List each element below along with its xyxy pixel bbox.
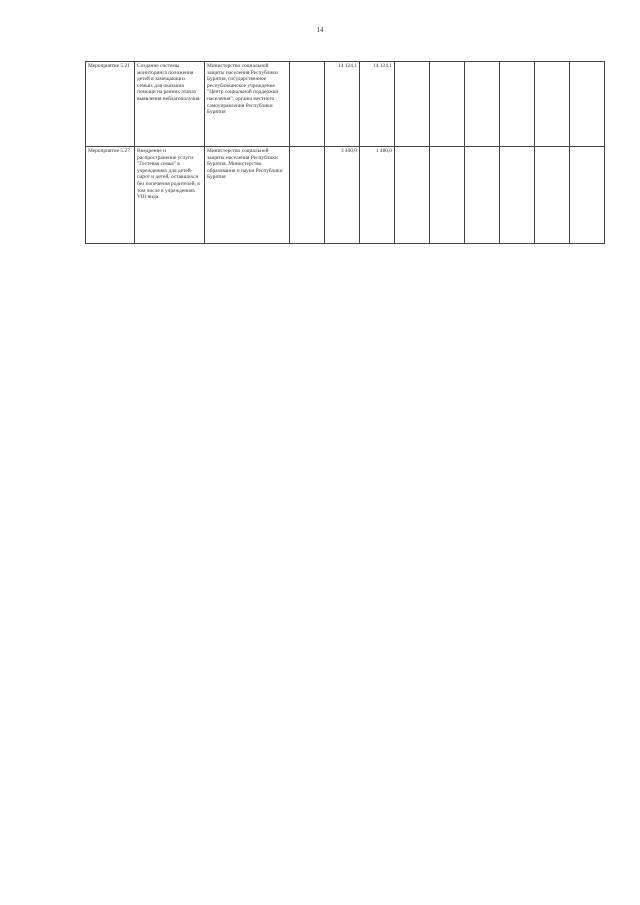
value-cell [500, 147, 535, 244]
value-cell [570, 147, 605, 244]
value-cell [570, 62, 605, 147]
value-cell [290, 62, 325, 147]
measure-cell: Мероприятие 5.27 [86, 147, 135, 244]
table-row [86, 147, 605, 244]
description-cell: Создание системы мониторинга положения детей в замещающих семьях для оказания помощи на ранних этапах выявления неблагополучия [135, 62, 205, 147]
page-number: 14 [316, 26, 324, 34]
value-cell [290, 147, 325, 244]
value-cell: 14 124,1 [360, 62, 395, 147]
value-cell: 1 480,0 [360, 147, 395, 244]
executors-cell: Министерство социальной защиты населения Республики Бурятия, Министерство образования и науки Республики Бурятия [205, 147, 290, 244]
value-cell [500, 62, 535, 147]
table-row [86, 62, 605, 147]
measures-table [85, 61, 605, 244]
executors-cell: Министерство социальной защиты населения Республики Бурятия, государственное республиканское учреждение "Центр социальной поддержки населения", органы местного самоуправления Республики Бурятия [205, 62, 290, 147]
value-cell [395, 62, 430, 147]
value-cell [465, 62, 500, 147]
measure-cell: Мероприятие 5.21 [86, 62, 135, 147]
description-cell: Внедрение и распространение услуги "Гостевая семья" в учреждениях для детей-сирот и детей, оставшихся без попечения родителей, в том числе в учреждениях VIII вида [135, 147, 205, 244]
value-cell [430, 62, 465, 147]
value-cell: 14 124,1 [325, 62, 360, 147]
value-cell [535, 147, 570, 244]
value-cell [430, 147, 465, 244]
value-cell [535, 62, 570, 147]
value-cell [395, 147, 430, 244]
value-cell [465, 147, 500, 244]
value-cell: 3 400,0 [325, 147, 360, 244]
